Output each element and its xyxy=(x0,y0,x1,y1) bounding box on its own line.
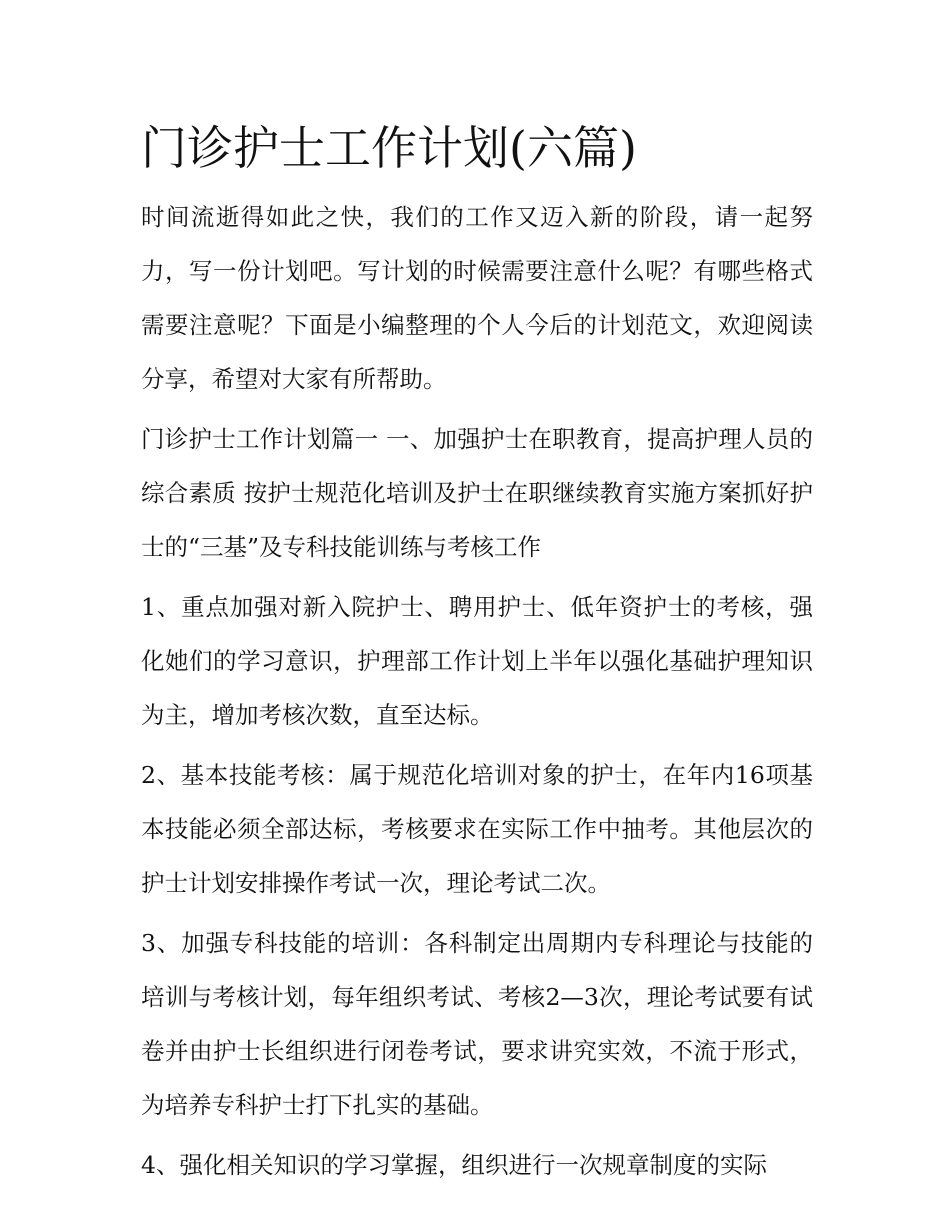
intro-paragraph: 时间流逝得如此之快，我们的工作又迈入新的阶段，请一起努力，写一份计划吧。写计划的时候需要注意什么呢？有哪些格式需要注意呢？下面是小编整理的个人今后的计划范文，欢迎阅读分享，希望对大家有所帮助。 xyxy=(141,203,813,393)
section-one-paragraph: 门诊护士工作计划篇一 一、加强护士在职教育，提高护理人员的综合素质 按护士规范化培训及护士在职继续教育实施方案抓好护士的“三基”及专科技能训练与考核工作 xyxy=(141,425,813,561)
document-title: 门诊护士工作计划(六篇) xyxy=(141,121,637,175)
item-3-paragraph: 3、加强专科技能的培训：各科制定出周期内专科理论与技能的培训与考核计划，每年组织考试、考核2—3次，理论考试要有试卷并由护士长组织进行闭卷考试，要求讲究实效，不流于形式，为培养专科护士打下扎实的基础。 xyxy=(141,929,813,1119)
document-body xyxy=(141,112,813,1192)
item-4-paragraph: 4、强化相关知识的学习掌握，组织进行一次规章制度的实际 xyxy=(141,1151,767,1179)
item-1-paragraph: 1、重点加强对新入院护士、聘用护士、低年资护士的考核，强化她们的学习意识，护理部工作计划上半年以强化基础护理知识为主，增加考核次数，直至达标。 xyxy=(141,593,813,729)
item-2-paragraph: 2、基本技能考核：属于规范化培训对象的护士，在年内16项基本技能必须全部达标，考核要求在实际工作中抽考。其他层次的护士计划安排操作考试一次，理论考试二次。 xyxy=(141,761,813,897)
